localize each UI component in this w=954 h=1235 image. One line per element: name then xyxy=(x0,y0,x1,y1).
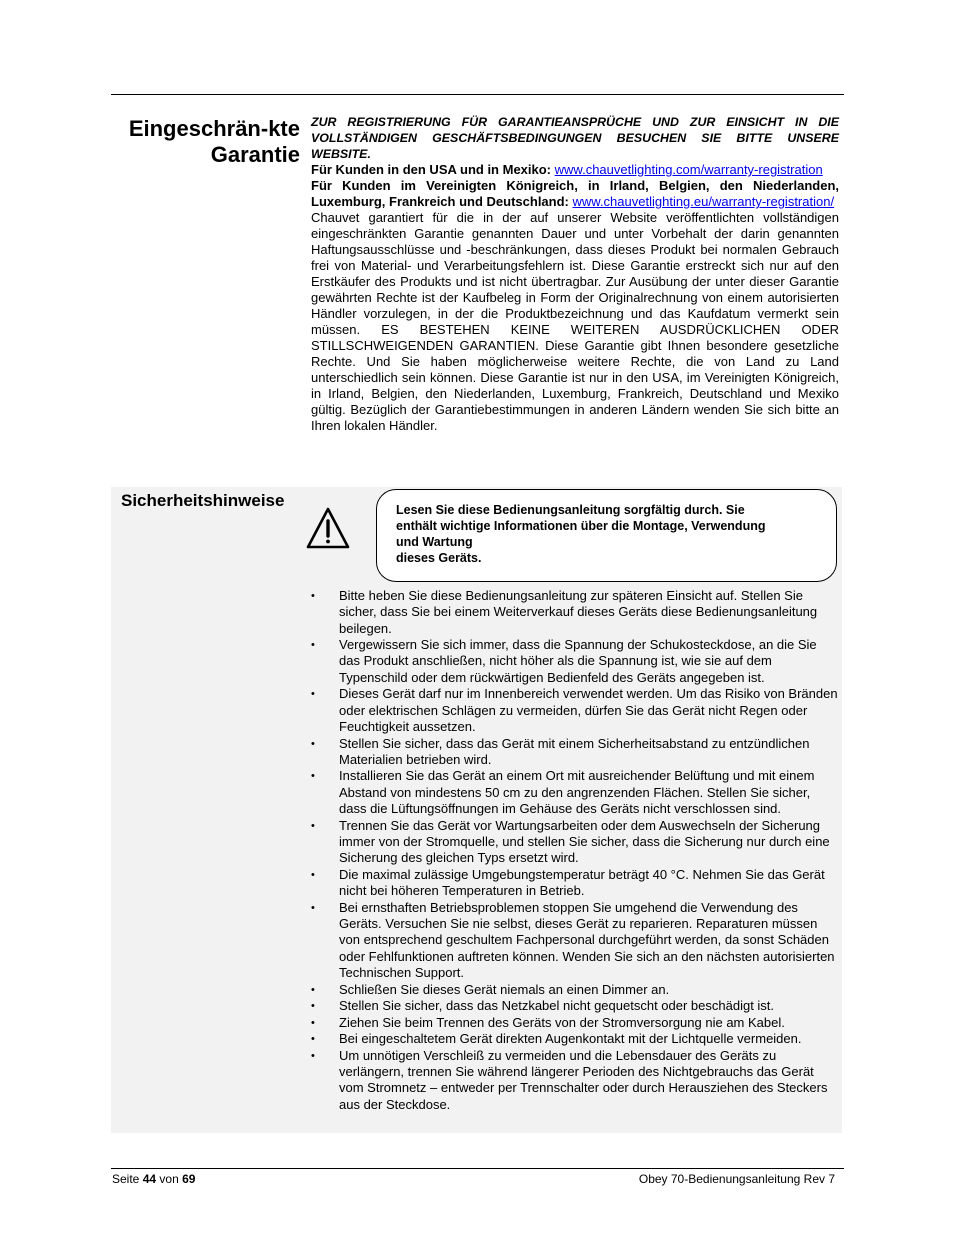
warning-triangle-icon xyxy=(305,506,351,550)
warning-line: und Wartung xyxy=(396,535,473,549)
safety-item xyxy=(311,982,841,998)
safety-item xyxy=(311,867,841,900)
safety-item-text: Bei eingeschaltetem Gerät direkten Augenkontakt mit der Lichtquelle vermeiden. xyxy=(339,1031,802,1047)
page-current: 44 xyxy=(142,1172,157,1186)
safety-item xyxy=(311,818,841,867)
page-total: 69 xyxy=(182,1172,196,1186)
bullet-icon: • xyxy=(311,819,315,832)
safety-item-text: Schließen Sie dieses Gerät niemals an einen Dimmer an. xyxy=(339,981,670,997)
warning-line: dieses Geräts. xyxy=(396,551,482,565)
bullet-icon: • xyxy=(311,1000,315,1013)
safety-item-text: Bitte heben Sie diese Bedienungsanleitung zur späteren Einsicht auf. Stellen Sie sicher, dass Sie bei einem Weiterverkauf dieses Geräts diese Bedienungsanleitung beilegen. xyxy=(339,588,818,636)
safety-item-text: Dieses Gerät darf nur im Innenbereich verwendet werden. Um das Risiko von Bränden oder elektrischen Schlägen zu vermeiden, dürfen Sie das Gerät nicht Regen oder Feuchtigkeit aussetzen. xyxy=(339,686,838,734)
safety-item-text: Vergewissern Sie sich immer, dass die Spannung der Schukosteckdose, an die Sie das Produkt anschließen, nicht höher als die Spannung ist, wie sie auf dem Typenschild oder dem rückwärtigen Bedienfeld des Geräts angegeben ist. xyxy=(339,637,817,685)
usa-registration xyxy=(311,162,839,178)
warning-text xyxy=(396,502,826,566)
warranty-heading xyxy=(111,116,300,168)
safety-instructions-list xyxy=(311,588,841,1113)
safety-heading: Sicherheitshinweise xyxy=(121,491,285,510)
safety-item xyxy=(311,998,841,1014)
bullet-icon: • xyxy=(311,1016,315,1029)
safety-item-text: Stellen Sie sicher, dass das Gerät mit einem Sicherheitsabstand zu entzündlichen Materialien betrieben wird. xyxy=(339,735,810,767)
eu-warranty-link[interactable]: www.chauvetlighting.eu/warranty-registration/ xyxy=(572,194,835,209)
page-of: von xyxy=(159,1172,179,1186)
safety-item-text: Ziehen Sie beim Trennen des Geräts von der Stromversorgung nie am Kabel. xyxy=(339,1014,785,1030)
warranty-text: Chauvet garantiert für die in der auf unserer Website veröffentlichten vollständigen eingeschränkten Garantie genannten Dauer und unter Vorbehalt der darin genannten Haftungsausschlüsse und -beschränkungen, dass dieses Produkt bei normalen Gebrauch frei von Material- und Verarbeitungsfehlern ist. Diese Garantie erstreckt sich nur auf den Erstkäufer des Produkts und ist nicht übertragbar. Zur Ausübung der unter dieser Garantie gewährten Rechte ist der Kaufbeleg in Form der Originalrechnung von einem autorisierten Händler vorzulegen, in der die Produktbezeichnung und das Kaufdatum vermerkt sein müssen. ES BESTEHEN KEINE WEITEREN AUSDRÜCKLICHEN ODER STILLSCHWEIGENDEN GARANTIEN. Diese Garantie gibt Ihnen besondere gesetzliche Rechte. Und Sie haben möglicherweise weitere Rechte, die von Land zu Land unterschiedlich sein können. Diese Garantie ist nur in den USA, im Vereinigten Königreich, in Irland, Belgien, den Niederlanden, Luxemburg, Frankreich, Deutschland und Mexiko gültig. Bezüglich der Garantiebestimmungen in anderen Ländern wenden Sie sich bitte an Ihren lokalen Händler. xyxy=(311,210,839,433)
safety-item-text: Bei ernsthaften Betriebsproblemen stoppen Sie umgehend die Verwendung des Geräts. Versuchen Sie nie selbst, dieses Gerät zu reparieren. Reparaturen müssen von entsprechend geschultem Fachpersonal durchgeführt werden, da sonst Schäden oder Fehlfunktionen auftreten können. Wenden Sie sich an den nächsten autorisierten Technischen Support. xyxy=(339,899,835,980)
safety-item-text: Um unnötigen Verschleiß zu vermeiden und die Lebensdauer des Geräts zu verlängern, trennen Sie während längerer Perioden des Nichtgebrauchs das Gerät vom Stromnetz – entweder per Trennschalter oder durch Herausziehen des Steckers aus der Steckdose. xyxy=(339,1047,828,1112)
bullet-icon: • xyxy=(311,868,315,881)
safety-item xyxy=(311,588,841,637)
warranty-heading-line1: Eingeschrän-kte xyxy=(128,116,300,141)
page-prefix: Seite xyxy=(112,1172,140,1186)
footer-rule xyxy=(111,1168,844,1169)
safety-item-text: Installieren Sie das Gerät an einem Ort mit ausreichender Belüftung und mit einem Abstand von mindestens 50 cm zu den angrenzenden Flächen. Stellen Sie sicher, dass die Lüftungsöffnungen im Gehäuse des Geräts nicht verschlossen sind. xyxy=(339,768,815,817)
bullet-icon: • xyxy=(311,688,315,701)
bullet-icon: • xyxy=(311,1049,315,1062)
bullet-icon: • xyxy=(311,983,315,996)
bullet-icon: • xyxy=(311,639,315,652)
safety-item xyxy=(311,768,841,817)
safety-item xyxy=(311,1031,841,1047)
bullet-icon: • xyxy=(311,770,315,783)
bullet-icon: • xyxy=(311,590,315,602)
warranty-body xyxy=(311,114,839,434)
warning-line: enthält wichtige Informationen über die Montage, Verwendung xyxy=(396,519,766,533)
eu-label: Für Kunden im Vereinigten Königreich, in Irland, Belgien, den Niederlanden, Luxemburg, Frankreich und Deutschland: xyxy=(311,178,839,209)
safety-item xyxy=(311,637,841,686)
safety-item xyxy=(311,1048,841,1113)
bullet-icon: • xyxy=(311,901,315,914)
safety-item xyxy=(311,900,841,981)
safety-item xyxy=(311,736,841,769)
safety-item-text: Die maximal zulässige Umgebungstemperatur beträgt 40 °C. Nehmen Sie das Gerät nicht bei höheren Temperaturen in Betrieb. xyxy=(339,866,825,899)
warning-callout xyxy=(376,489,837,582)
warning-line: Lesen Sie diese Bedienungsanleitung sorgfältig durch. Sie xyxy=(396,503,745,517)
usa-warranty-link[interactable]: www.chauvetlighting.com/warranty-registration xyxy=(554,162,823,177)
safety-item xyxy=(311,1015,841,1031)
safety-item-text: Trennen Sie das Gerät vor Wartungsarbeiten oder dem Auswechseln der Sicherung immer von der Stromquelle, und stellen Sie sicher, dass die Sicherung nur durch eine Sicherung des gleichen Typs ersetzt wird. xyxy=(339,817,830,866)
registration-notice: ZUR REGISTRIERUNG FÜR GARANTIEANSPRÜCHE UND ZUR EINSICHT IN DIE VOLLSTÄNDIGEN GESCHÄFTSBEDINGUNGEN BESUCHEN SIE BITTE UNSERE WEBSITE. xyxy=(311,115,839,161)
eu-registration xyxy=(311,178,839,210)
page-number xyxy=(112,1172,195,1186)
warranty-heading-line2: Garantie xyxy=(210,142,300,167)
usa-label: Für Kunden in den USA und in Mexiko: xyxy=(311,162,552,177)
document-title: Obey 70-Bedienungsanleitung Rev 7 xyxy=(638,1172,835,1186)
header-rule xyxy=(111,94,844,95)
bullet-icon: • xyxy=(311,1033,315,1046)
safety-item-text: Stellen Sie sicher, dass das Netzkabel nicht gequetscht oder beschädigt ist. xyxy=(339,998,775,1014)
bullet-icon: • xyxy=(311,737,315,750)
safety-item xyxy=(311,686,841,735)
